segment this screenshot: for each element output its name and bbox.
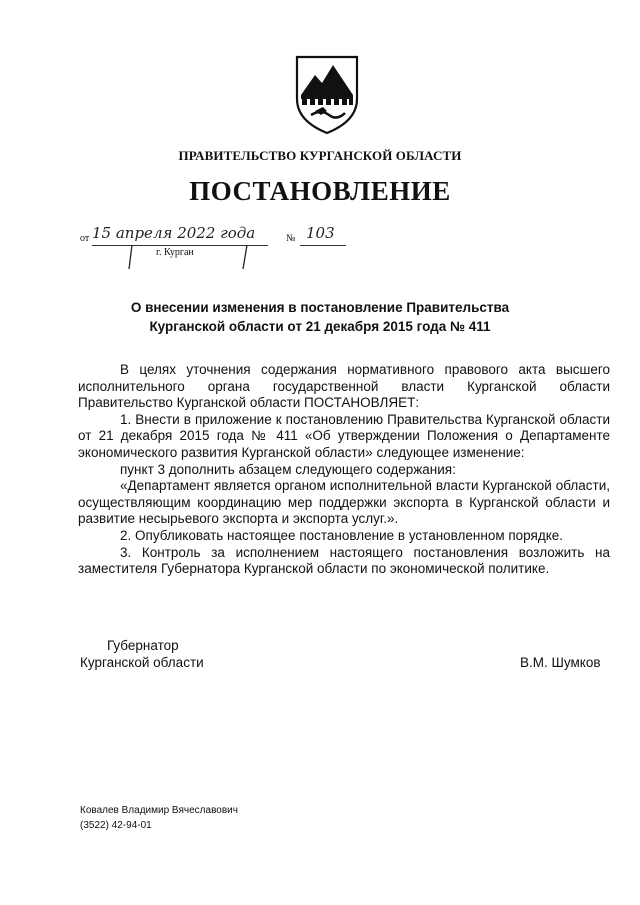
handwritten-date: 15 апреля 2022 года xyxy=(92,224,256,242)
organization-name: ПРАВИТЕЛЬСТВО КУРГАНСКОЙ ОБЛАСТИ xyxy=(178,148,462,163)
signatory-name: В.М. Шумков xyxy=(520,655,601,670)
executor-phone: (3522) 42-94-01 xyxy=(80,820,152,831)
contact-block xyxy=(80,803,238,833)
handwritten-stroke-left xyxy=(126,244,136,270)
city-label: г. Курган xyxy=(156,247,194,258)
body-paragraph: «Департамент является органом исполнительной власти Курганской области, осуществляющим координацию мер поддержки экспорта в Курганской области и развитие несырьевого экспорта и экспорта услуг.». xyxy=(78,478,610,527)
body-paragraph: 3. Контроль за исполнением настоящего постановления возложить на заместителя Губернатора Курганской области по экономической политике. xyxy=(78,544,610,577)
document-body xyxy=(78,362,610,578)
document-type-title: ПОСТАНОВЛЕНИЕ xyxy=(189,176,451,206)
number-prefix: № xyxy=(286,233,296,244)
executor-name: Ковалев Владимир Вячеславович xyxy=(80,805,238,816)
date-prefix: от xyxy=(80,233,90,244)
coat-of-arms-icon xyxy=(293,55,361,135)
handwritten-stroke-right xyxy=(240,244,250,270)
subject-line-1: О внесении изменения в постановление Правительства xyxy=(130,300,510,315)
body-paragraph: 1. Внести в приложение к постановлению Правительства Курганской области от 21 декабря 2015 года № 411 «Об утверждении Положения о Департаменте экономического развития Курганской области» следующее изменение: xyxy=(78,411,610,460)
body-paragraph: пункт 3 дополнить абзацем следующего содержания: xyxy=(120,461,456,477)
subject-line-2: Курганской области от 21 декабря 2015 года № 411 xyxy=(149,319,491,334)
handwritten-number: 103 xyxy=(306,224,335,242)
document-subject xyxy=(0,298,640,336)
body-paragraph: В целях уточнения содержания нормативного правового акта высшего исполнительного органа государственной власти Курганской области Правительство Курганской области ПОСТАНОВЛЯЕТ: xyxy=(78,362,610,411)
number-underline xyxy=(300,245,346,246)
body-paragraph: 2. Опубликовать настоящее постановление в установленном порядке. xyxy=(120,527,564,543)
signatory-title-line-2: Курганской области xyxy=(80,655,204,670)
signatory-title-line-1: Губернатор xyxy=(107,638,179,653)
